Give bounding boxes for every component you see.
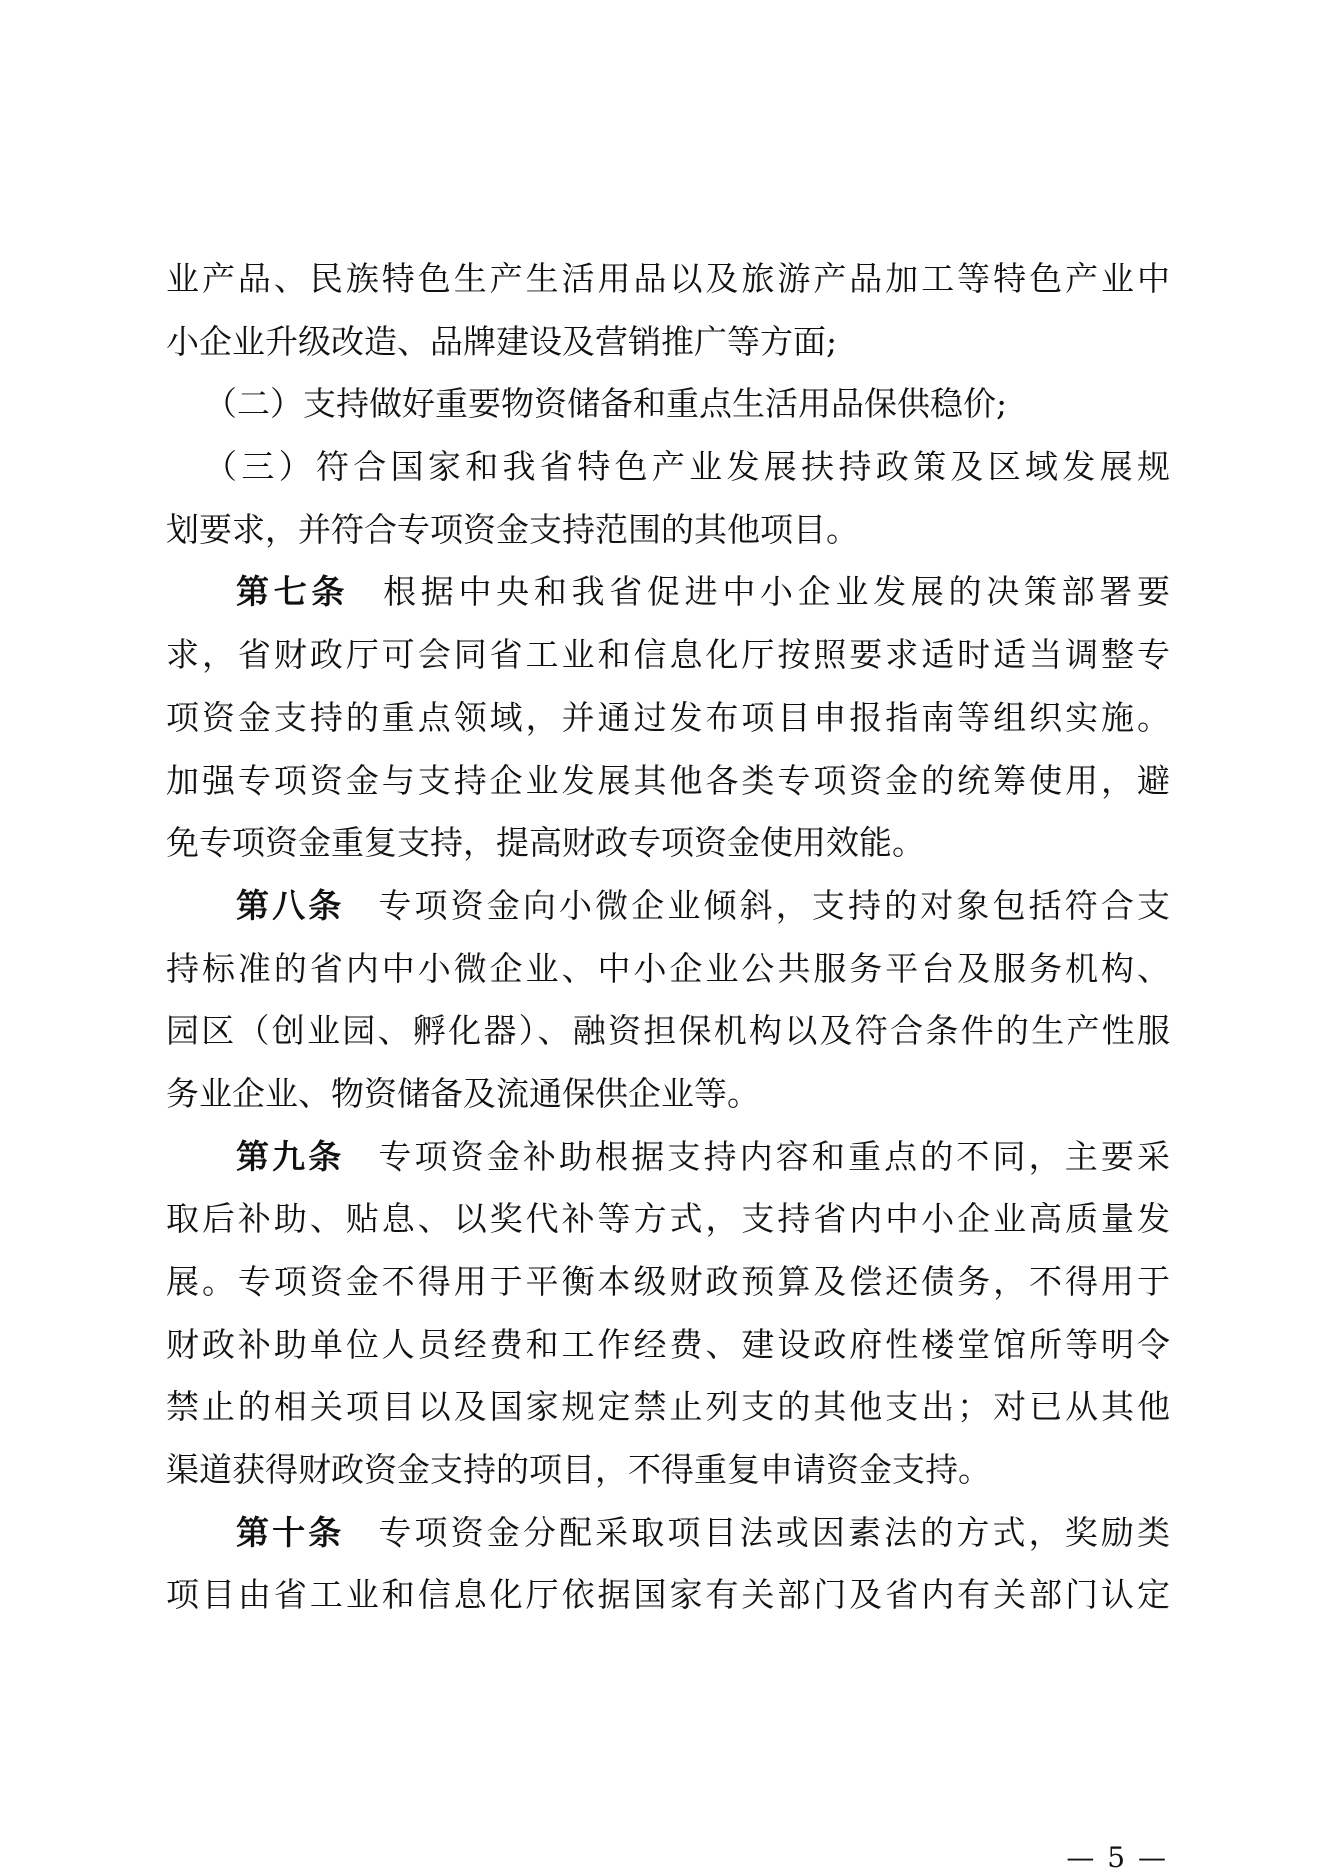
text-line: 持标准的省内中小微企业、中小企业公共服务平台及服务机构、 <box>166 948 1170 988</box>
article-8-first-line <box>166 875 1170 938</box>
text-line: 加强专项资金与支持企业发展其他各类专项资金的统筹使用，避 <box>166 760 1170 800</box>
article-10-first-line <box>166 1502 1170 1565</box>
text-line: 求，省财政厅可会同省工业和信息化厅按照要求适时适当调整专 <box>166 635 1170 675</box>
text-line: 财政补助单位人员经费和工作经费、建设政府性楼堂馆所等明令 <box>166 1324 1170 1364</box>
text-line: 禁止的相关项目以及国家规定禁止列支的其他支出；对已从其他 <box>166 1387 1170 1427</box>
article-9-first-line <box>166 1126 1170 1189</box>
text-line: 务业企业、物资储备及流通保供企业等。 <box>166 1073 760 1113</box>
text-line: 项资金支持的重点领域，并通过发布项目申报指南等组织实施。 <box>166 697 1170 737</box>
text-line: 展。专项资金不得用于平衡本级财政预算及偿还债务，不得用于 <box>166 1262 1170 1301</box>
text-line: （二）支持做好重要物资储备和重点生活用品保供稳价; <box>204 384 1008 424</box>
text-line: 划要求，并符合专项资金支持范围的其他项目。 <box>166 509 859 549</box>
article-text: 根据中央和我省促进中小企业发展的决策部署要 <box>383 572 1170 612</box>
text-line: 项目由省工业和信息化厅依据国家有关部门及省内有关部门认定 <box>166 1575 1170 1615</box>
text-line: 免专项资金重复支持，提高财政专项资金使用效能。 <box>166 823 925 863</box>
article-text: 专项资金补助根据支持内容和重点的不同，主要采 <box>378 1136 1170 1176</box>
text-line: 小企业升级改造、品牌建设及营销推广等方面; <box>166 321 838 361</box>
article-heading: 第八条 <box>236 885 345 925</box>
article-heading: 第九条 <box>236 1136 345 1176</box>
article-heading: 第七条 <box>236 572 350 612</box>
page-number: — 5 — <box>1066 1841 1168 1874</box>
text-line: 渠道获得财政资金支持的项目，不得重复申请资金支持。 <box>166 1450 991 1490</box>
text-line: （三）符合国家和我省特色产业发展扶持政策及区域发展规 <box>204 447 1170 487</box>
text-line: 取后补助、贴息、以奖代补等方式，支持省内中小企业高质量发 <box>166 1199 1170 1239</box>
article-7-first-line <box>166 561 1170 624</box>
article-text: 专项资金分配采取项目法或因素法的方式，奖励类 <box>378 1512 1170 1552</box>
article-text: 专项资金向小微企业倾斜，支持的对象包括符合支 <box>378 885 1170 925</box>
text-line: 业产品、民族特色生产生活用品以及旅游产品加工等特色产业中 <box>166 259 1170 298</box>
page-body <box>166 248 1170 1627</box>
text-line: 园区（创业园、孵化器）、融资担保机构以及符合条件的生产性服 <box>166 1011 1170 1051</box>
article-heading: 第十条 <box>236 1512 345 1552</box>
